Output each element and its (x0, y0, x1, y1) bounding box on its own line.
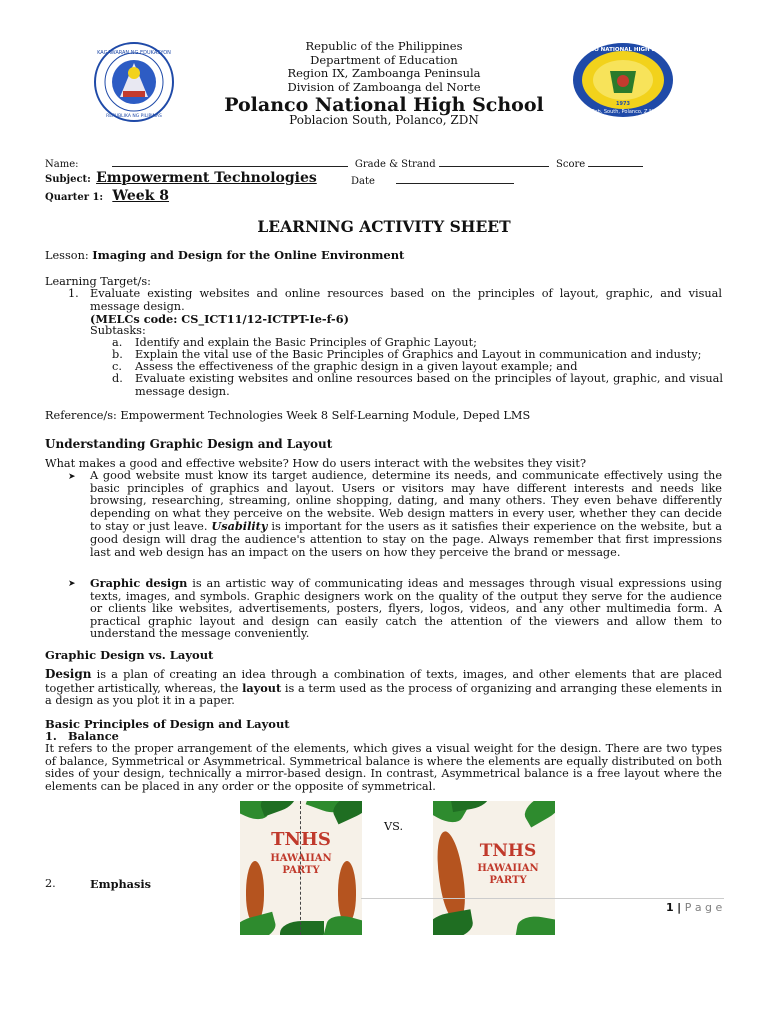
page-footer (666, 901, 722, 914)
symmetrical-poster-image (240, 801, 362, 935)
header-line-3: Region IX, Zamboanga Peninsula (287, 66, 481, 80)
design-term: Design (45, 667, 92, 681)
poster-subtitle: PARTY (489, 875, 527, 886)
svg-text:Pob. South, Polanco, Z.N.: Pob. South, Polanco, Z.N. (591, 109, 655, 115)
lesson-title: Imaging and Design for the Online Environment (92, 248, 405, 262)
subtask-text: Assess the effectiveness of the graphic design in a given layout example; and (135, 360, 578, 373)
poster-subtitle: HAWAIIAN (270, 853, 332, 864)
grade-field[interactable] (439, 156, 549, 167)
page-number: 1 (666, 901, 674, 914)
score-field[interactable] (588, 156, 643, 167)
target-number: 1. (68, 287, 79, 300)
header-line-4: Division of Zamboanga del Norte (287, 79, 481, 94)
subtask-letter: b. (112, 348, 123, 361)
poster-title: TNHS (479, 841, 537, 861)
subtask-letter: d. (112, 372, 123, 385)
subject-label: Subject: (45, 174, 91, 185)
emphasis-title: Emphasis (90, 877, 152, 891)
header-line-1: Republic of the Philippines (305, 39, 463, 53)
poster-subtitle: HAWAIIAN (477, 863, 539, 874)
subtask-letter: c. (112, 360, 122, 373)
asymmetrical-poster-image (433, 801, 555, 935)
school-name: Polanco National High School (224, 94, 544, 116)
list-number: 2. (45, 877, 56, 890)
sheet-title: LEARNING ACTIVITY SHEET (257, 217, 511, 236)
list-number: 1. (45, 729, 57, 743)
paragraph-design-layout: Design is a plan of creating an idea through a combination of texts, images, and other elements that are placed together artistically, whereas, the layout is a term used as the process of organizing and arranging these elements in a design as you plot it in a paper. (45, 667, 722, 708)
lesson-label: Lesson: (45, 249, 89, 262)
name-field[interactable] (112, 156, 348, 167)
footer-rule (361, 898, 724, 899)
header-line-2: Department of Education (310, 52, 458, 67)
lesson-line (45, 249, 404, 263)
subtask-letter: a. (112, 336, 123, 349)
arrow-bullet-icon: ➤ (68, 472, 76, 482)
svg-text:1973: 1973 (616, 101, 630, 107)
paragraph-graphic-design: Graphic design is an artistic way of communicating ideas and messages through visual expressions using texts, images, and symbols. Graphic designers work on the quality of the output they serve for the audience or clients like websites, advertisements, posters, flyers, logos, videos, and any other multimedia form. A practical graphic layout and design can easily catch the attention of the viewers and allow them to understand the message conveniently. (90, 576, 722, 641)
page-label: P a g e (684, 901, 723, 914)
date-row (351, 173, 514, 187)
reference-line: Reference/s: Empowerment Technologies Week 8 Self-Learning Module, Deped LMS (45, 409, 531, 422)
targets-label: Learning Target/s: (45, 275, 151, 288)
score-label: Score (556, 159, 586, 170)
school-address: Poblacion South, Polanco, ZDN (289, 113, 479, 127)
grade-label: Grade & Strand (354, 159, 436, 170)
melcs-code: (MELCs code: CS_ICT11/12-ICTPT-Ie-f-6) (90, 312, 349, 326)
arrow-bullet-icon: ➤ (68, 579, 76, 589)
section-heading: Understanding Graphic Design and Layout (45, 437, 333, 451)
date-label: Date (351, 176, 375, 187)
vs-label: VS. (384, 820, 404, 833)
subtask-text: Evaluate existing websites and online resources based on the principles of layout, graphic, and visual message design. (135, 372, 723, 398)
name-label: Name: (45, 159, 79, 170)
section-heading: Graphic Design vs. Layout (45, 648, 214, 662)
graphic-design-term: Graphic design (90, 576, 188, 590)
layout-term: layout (242, 680, 282, 695)
date-field[interactable] (396, 173, 514, 184)
subtask-text: Identify and explain the Basic Principles of Graphic Layout; (135, 336, 477, 349)
poster-subtitle: PARTY (282, 865, 320, 876)
subject-row (45, 170, 317, 186)
page-separator: | (677, 901, 682, 914)
paragraph-balance: It refers to the proper arrangement of the elements, which gives a visual weight for the design. There are two types of balance, Symmetrical or Asymmetrical. Symmetrical balance is where the elements are equally distributed on both sides of your design, technically a mirror-based design. In contrast, Asymmetrical balance is a free layout where the elements can be placed in any order or the opposite of symmetrical. (45, 742, 722, 793)
week-value: Week 8 (112, 188, 170, 204)
quarter-row (45, 188, 169, 204)
paragraph-good-website: A good website must know its target audience, determine its needs, and communicate effectively using the basic principles of graphics and layout. Users or visitors may have different interests and needs like browsing, researching, streaming, online shopping, dating, and many others. They even behave differently depending on what they perceive on the website. Web design matters in every user, whether they can decide to stay or just leave. Usability is important for the users as it satisfies their experience on the website, but a good design will drag the audience's attention to stay on the page. Always remember that first impressions last and web design has an impact on the users on how they perceive the brand or message. (90, 469, 723, 559)
poster-title: TNHS (271, 829, 331, 850)
quarter-label: Quarter 1: (45, 192, 104, 203)
balance-title: Balance (68, 729, 119, 743)
section-question: What makes a good and effective website? How do users interact with the websites they visit? (45, 457, 586, 470)
subtask-text: Explain the vital use of the Basic Principles of Graphics and Layout in communication and industy; (135, 348, 702, 361)
section-heading: Basic Principles of Design and Layout (45, 717, 290, 731)
svg-text:KAGAWARAN NG EDUKASYON: KAGAWARAN NG EDUKASYON (97, 50, 171, 56)
target-text: Evaluate existing websites and online resources based on the principles of layout, graphic, and visual message design. (90, 287, 722, 313)
svg-text:REPUBLIKA NG PILIPINAS: REPUBLIKA NG PILIPINAS (106, 114, 162, 119)
subject-value: Empowerment Technologies (96, 170, 317, 186)
svg-text:POLANCO NATIONAL HIGH SCHOOL: POLANCO NATIONAL HIGH SCHOOL (572, 47, 674, 53)
subtasks-label: Subtasks: (90, 324, 146, 337)
usability-term: Usability (211, 519, 268, 534)
